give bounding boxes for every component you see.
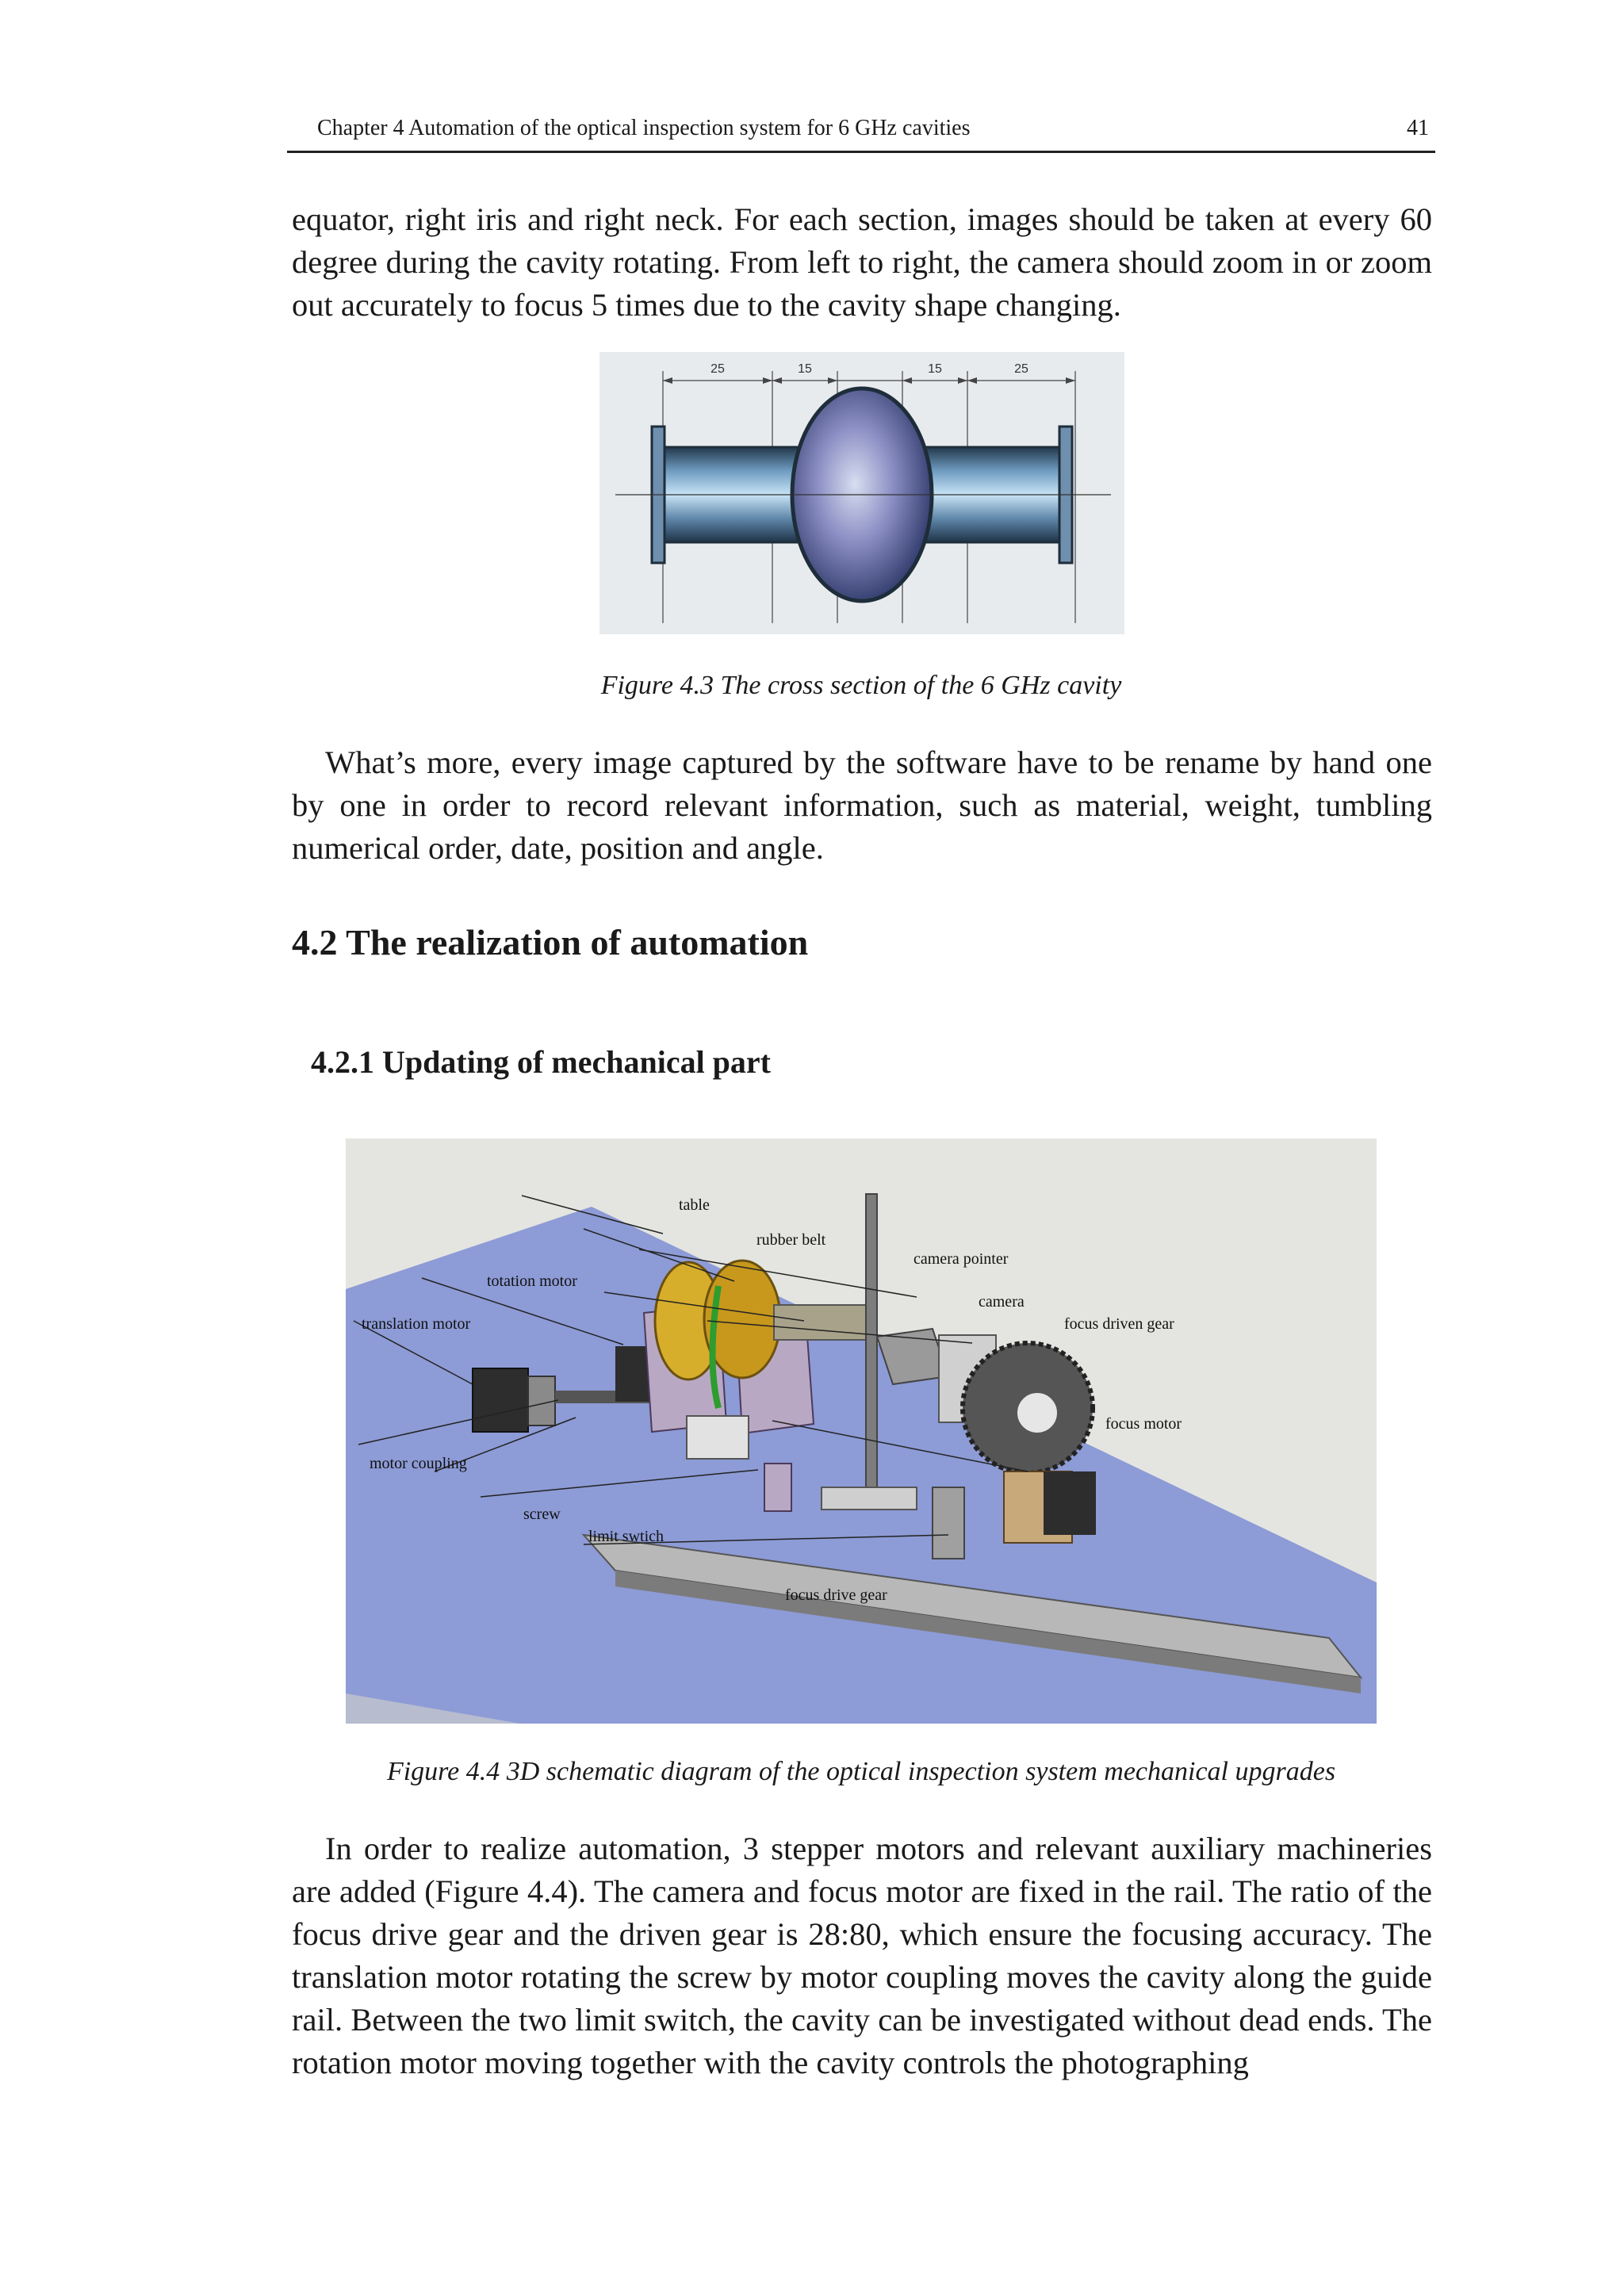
label-camera: camera xyxy=(979,1293,1025,1311)
cavity-cross-section-drawing xyxy=(599,352,1124,634)
dimension-label: 15 xyxy=(798,362,812,376)
figure-mechanical-schematic xyxy=(346,1138,1377,1724)
body-paragraph-1: equator, right iris and right neck. For each section, images should be taken at every 60 degree during the cavity rotating. From left to right, the camera should zoom in or zoom out accurately to focus 5 times due to the cavity shape changing. xyxy=(292,201,1432,323)
running-header xyxy=(287,113,1435,153)
running-title: Chapter 4 Automation of the optical inspection system for 6 GHz cavities xyxy=(317,116,971,140)
dimension-label: 15 xyxy=(928,362,942,376)
dimension-label: 25 xyxy=(710,362,725,376)
figure-4-4-caption: Figure 4.4 3D schematic diagram of the optical inspection system mechanical upgrades xyxy=(386,1757,1336,1786)
label-focus-motor: focus motor xyxy=(1105,1415,1182,1433)
dimension-label: 25 xyxy=(1014,362,1028,376)
label-limit-switch: limit swtich xyxy=(588,1528,664,1545)
label-focus-drive-gear: focus drive gear xyxy=(785,1586,887,1604)
body-paragraph-3: In order to realize automation, 3 stepper motors and relevant auxiliary machineries are added (Figure 4.4). The camera and focus motor are fixed in the rail. The ratio of the focus drive gear and the driven gear is 28:80, which ensure the focusing accuracy. The translation motor rotating the screw by motor coupling moves the cavity along the guide rail. Between the two limit switch, the cavity can be investigated without dead ends. The rotation motor moving together with the cavity controls the photographing xyxy=(292,1831,1432,2080)
section-heading: 4.2 The realization of automation xyxy=(292,922,809,962)
page-number: 41 xyxy=(1407,116,1429,140)
label-screw: screw xyxy=(523,1506,561,1523)
mechanical-schematic-drawing xyxy=(346,1138,1377,1724)
label-rotation-motor: totation motor xyxy=(487,1272,577,1290)
label-focus-driven-gear: focus driven gear xyxy=(1064,1315,1174,1333)
figure-cavity-cross-section xyxy=(599,352,1124,634)
subsection-heading: 4.2.1 Updating of mechanical part xyxy=(311,1044,771,1080)
label-rubber-belt: rubber belt xyxy=(756,1231,826,1249)
label-motor-coupling: motor coupling xyxy=(370,1455,467,1472)
figure-4-3-caption: Figure 4.3 The cross section of the 6 GHz cavity xyxy=(600,671,1122,700)
label-table: table xyxy=(679,1196,710,1214)
label-translation-motor: translation motor xyxy=(362,1315,471,1333)
label-camera-pointer: camera pointer xyxy=(914,1250,1009,1268)
body-paragraph-2: What’s more, every image captured by the software have to be rename by hand one by one in order to record relevant information, such as material, weight, tumbling numerical order, date, position and angle. xyxy=(292,744,1432,866)
